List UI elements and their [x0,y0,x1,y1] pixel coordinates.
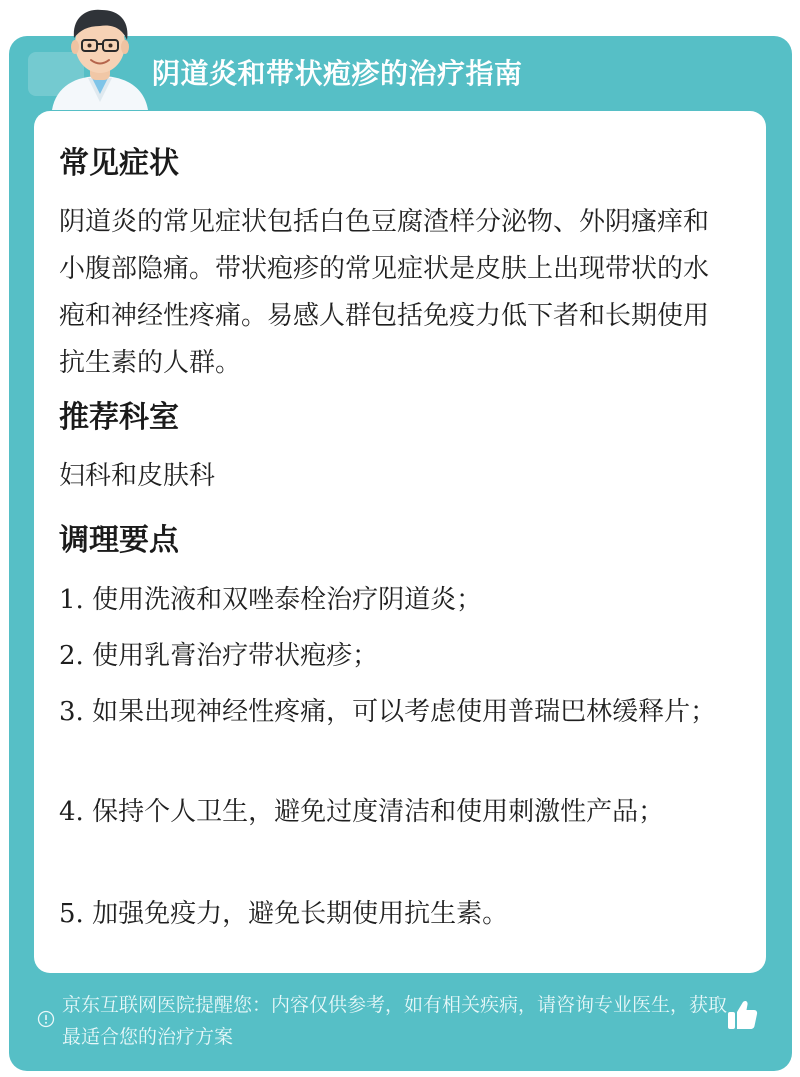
list-text: 如果出现神经性疼痛，可以考虑使用普瑞巴林缓释片； [92,697,717,727]
department-text: 妇科和皮肤科 [59,461,216,491]
footer-disclaimer: 京东互联网医院提醒您：内容仅供参考，如有相关疾病，请咨询专业医生，获取最适合您的治疗方案 [62,994,728,1048]
list-number: 1. [59,585,84,615]
list-text: 保持个人卫生，避免过度清洁和使用刺激性产品； [92,797,665,827]
care-list-item [59,578,729,622]
list-number: 4. [59,797,84,827]
symptoms-text: 阴道炎的常见症状包括白色豆腐渣样分泌物、外阴瘙痒和小腹部隐痛。带状疱疹的常见症状是皮肤上出现带状的水疱和神经性疼痛。易感人群包括免疫力低下者和长期使用抗生素的人群。 [59,207,710,378]
care-heading: 调理要点 [59,523,179,558]
care-list-item [59,690,729,734]
list-text: 使用乳膏治疗带状疱疹； [92,641,379,671]
list-number: 5. [59,899,84,929]
page-title: 阴道炎和带状疱疹的治疗指南 [152,57,523,90]
care-list-item [59,892,729,936]
list-text: 加强免疫力，避免长期使用抗生素。 [92,899,509,929]
list-text: 使用洗液和双唑泰栓治疗阴道炎； [92,585,483,615]
thumbs-up-icon[interactable] [724,997,760,1033]
list-number: 3. [59,697,84,727]
info-icon [37,1010,55,1028]
list-number: 2. [59,641,84,671]
care-list-item [59,634,729,678]
care-list-item [59,790,729,834]
department-heading: 推荐科室 [59,400,179,435]
doctor-avatar [42,2,158,110]
symptoms-heading: 常见症状 [59,146,179,181]
